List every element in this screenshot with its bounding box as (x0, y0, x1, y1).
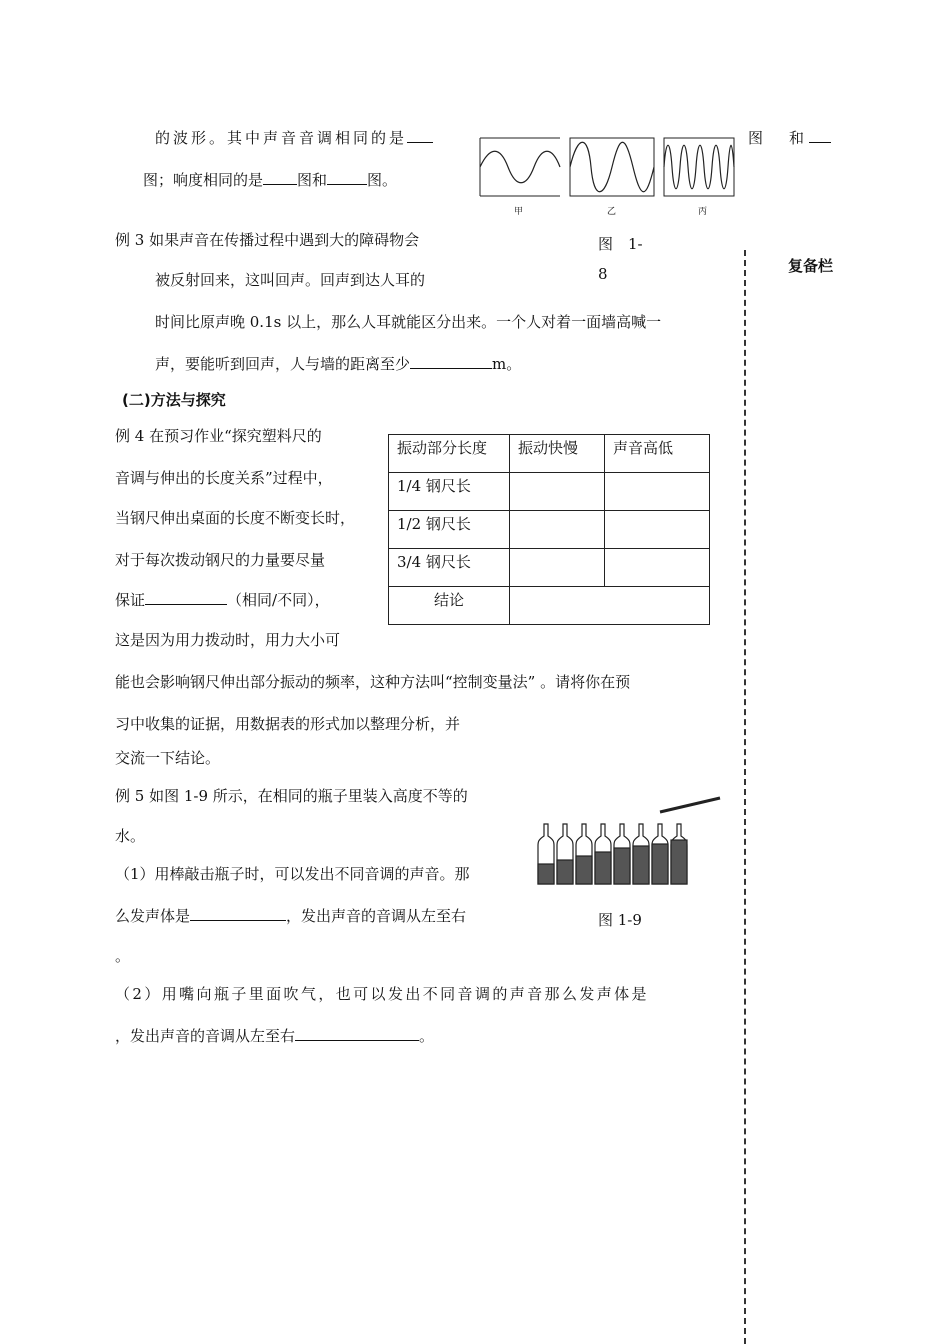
ex5-line2: 水。 (115, 827, 146, 845)
table-row-label: 3/4 钢尺长 (389, 549, 510, 587)
ex5-line1: 例 5 如图 1-9 所示，在相同的瓶子里装入高度不等的 (115, 787, 468, 805)
bottle (633, 824, 649, 884)
ex4-line7: 能也会影响钢尺伸出部分振动的频率，这种方法叫“控制变量法” 。请将你在预 (115, 673, 631, 691)
ex3-line4: 声，要能听到回声，人与墙的距离至少 m。 (155, 355, 522, 373)
table-conclusion-cell[interactable] (510, 587, 710, 625)
ex4-line1: 例 4 在预习作业“探究塑料尺的 (115, 427, 322, 445)
figure-caption-1-8b: 8 (598, 265, 608, 283)
wave-label-yi: 乙 (607, 207, 617, 217)
ex3-line2: 被反射回来，这叫回声。回声到达人耳的 (155, 271, 426, 289)
ruler-table (388, 434, 710, 625)
ex4-line3: 当钢尺伸出桌面的长度不断变长时， (115, 509, 356, 527)
section-heading: (二)方法与探究 (122, 391, 226, 409)
table-header: 声音高低 (605, 435, 710, 473)
blank-3[interactable] (263, 170, 297, 185)
table-cell[interactable] (605, 549, 710, 587)
table-cell[interactable] (605, 511, 710, 549)
bottle (557, 824, 573, 884)
blank-7[interactable] (190, 906, 286, 921)
table-cell[interactable] (510, 511, 605, 549)
table-row-label: 1/2 钢尺长 (389, 511, 510, 549)
bottles-figure (534, 794, 724, 888)
ex3-line1: 例 3 如果声音在传播过程中遇到大的障碍物会 (115, 231, 420, 249)
figure-caption-1-9: 图 1-9 (598, 911, 642, 929)
blank-5[interactable] (410, 354, 492, 369)
table-cell[interactable] (510, 549, 605, 587)
ex4-line4: 对于每次拨动钢尺的力量要尽量 (115, 551, 326, 569)
blank-4[interactable] (327, 170, 367, 185)
ex5-q2-line2: ，发出声音的音调从左至右 。 (115, 1027, 435, 1045)
bottle (671, 824, 687, 884)
line1-tail-left: 图 (748, 129, 764, 147)
ex4-line9: 交流一下结论。 (115, 749, 221, 767)
bottle (652, 824, 668, 884)
sidebar-divider (744, 250, 746, 1344)
blank-8[interactable] (295, 1026, 419, 1041)
table-conclusion-label: 结论 (389, 587, 510, 625)
ex5-q1-line3: 。 (115, 947, 131, 965)
ex4-line6: 这是因为用力拨动时，用力大小可 (115, 631, 341, 649)
striking-stick (660, 798, 720, 812)
table-cell[interactable] (605, 473, 710, 511)
table-header: 振动快慢 (510, 435, 605, 473)
line1-tail-right: 和 (789, 128, 831, 148)
bottle (614, 824, 630, 884)
ex5-q1-line1: （1）用棒敲击瓶子时，可以发出不同音调的声音。那 (115, 865, 470, 883)
line2-text: 图；响度相同的是 图和 图。 (143, 171, 398, 189)
table-cell[interactable] (510, 473, 605, 511)
ex4-line8: 习中收集的证据，用数据表的形式加以整理分析，并 (115, 715, 461, 733)
ex4-line2: 音调与伸出的长度关系”过程中， (115, 469, 333, 487)
wave-jia (480, 151, 560, 183)
figure-caption-1-8a: 图 1- (598, 235, 643, 253)
wave-yi (570, 142, 654, 192)
bottle (538, 824, 554, 884)
bottle (595, 824, 611, 884)
line1-text: 的波形。其中声音音调相同的是 (155, 128, 433, 148)
ex3-line3: 时间比原声晚 0.1s 以上，那么人耳就能区分出来。一个人对着一面墙高喊一 (155, 313, 662, 331)
table-row-label: 1/4 钢尺长 (389, 473, 510, 511)
sidebar-label: 复备栏 (788, 257, 834, 275)
blank-6[interactable] (145, 590, 227, 605)
bottle (576, 824, 592, 884)
blank-2[interactable] (809, 128, 831, 143)
ex4-line5: 保证 （相同/不同）， (115, 591, 330, 609)
ex5-q2-line1: （2）用嘴向瓶子里面吹气，也可以发出不同音调的声音那么发声体是 (115, 985, 649, 1003)
wave-label-jia: 甲 (514, 207, 524, 217)
table-header: 振动部分长度 (389, 435, 510, 473)
blank-1[interactable] (407, 128, 433, 143)
wave-label-bing: 丙 (698, 207, 708, 217)
ex5-q1-line2: 么发声体是 ，发出声音的音调从左至右 (115, 907, 467, 925)
wave-bing (664, 145, 734, 189)
